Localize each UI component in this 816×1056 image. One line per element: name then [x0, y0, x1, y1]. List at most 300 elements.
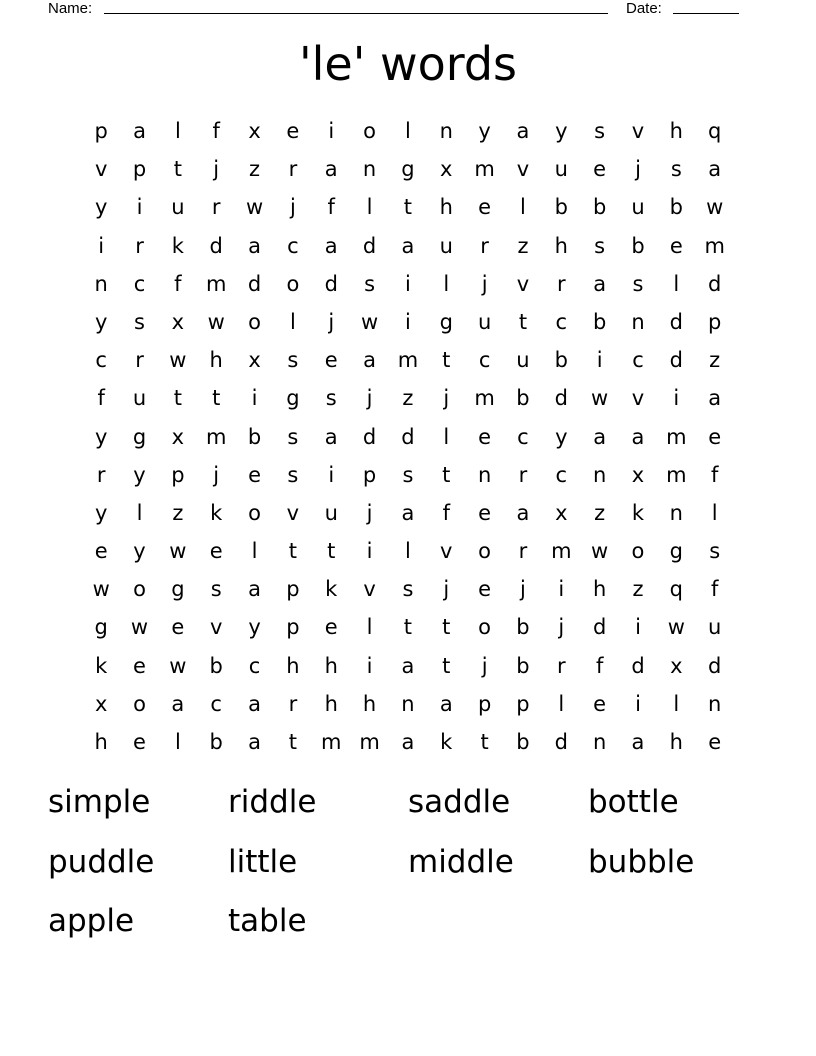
grid-letter: e [478, 424, 492, 449]
name-date-header [48, 0, 748, 20]
grid-letter: t [212, 386, 221, 411]
grid-letter: t [442, 653, 451, 678]
page-title: 'le' words [298, 37, 518, 91]
grid-letter: a [593, 424, 607, 449]
grid-letter: v [363, 577, 376, 602]
grid-letter: l [289, 309, 296, 334]
grid-letter: r [96, 462, 106, 487]
grid-letter: s [287, 348, 299, 373]
grid-letter: o [248, 309, 261, 334]
grid-letter: o [363, 119, 376, 143]
grid-letter: c [555, 309, 568, 334]
grid-letter: l [673, 271, 680, 296]
grid-letter: l [443, 424, 450, 449]
grid-letter: i [405, 271, 411, 296]
date-label: Date: [626, 0, 662, 17]
grid-row [82, 456, 734, 494]
grid-letter: s [210, 577, 222, 602]
grid-row [82, 227, 734, 265]
word-bank-row [48, 780, 768, 840]
grid-letter: e [286, 119, 300, 143]
grid-letter: a [324, 157, 338, 182]
grid-letter: c [95, 348, 107, 373]
grid-letter: c [210, 691, 222, 716]
grid-row [82, 303, 734, 341]
grid-letter: y [94, 500, 108, 525]
grid-letter: i [251, 386, 258, 411]
grid-letter: e [133, 730, 146, 754]
grid-letter: o [478, 615, 492, 640]
grid-letter: a [324, 233, 338, 258]
grid-letter: t [288, 730, 297, 754]
grid-letter: m [321, 730, 342, 754]
grid-letter: a [631, 730, 645, 754]
grid-letter: d [362, 424, 377, 449]
grid-letter: f [710, 577, 719, 602]
grid-letter: u [439, 233, 453, 258]
grid-letter: j [520, 577, 526, 602]
grid-letter: l [405, 539, 411, 564]
grid-letter: i [366, 653, 373, 678]
grid-letter: n [477, 462, 492, 487]
grid-letter: d [708, 271, 722, 296]
grid-letter: v [516, 157, 530, 182]
word-bank-word: little [228, 843, 298, 880]
grid-letter: c [248, 653, 261, 678]
grid-letter: d [362, 233, 377, 258]
grid-letter: s [325, 386, 337, 411]
grid-letter: h [324, 653, 338, 678]
grid-letter: u [324, 500, 338, 525]
grid-letter: w [667, 615, 685, 640]
grid-letter: f [710, 462, 719, 487]
word-bank-word: bottle [588, 784, 679, 820]
grid-letter: d [669, 348, 683, 373]
grid-letter: z [632, 577, 644, 602]
grid-letter: u [477, 309, 492, 334]
grid-letter: l [366, 195, 373, 220]
grid-letter: o [478, 539, 492, 564]
grid-letter: e [324, 348, 338, 373]
grid-letter: j [443, 386, 450, 411]
grid-letter: w [706, 195, 724, 220]
grid-letter: m [474, 157, 495, 182]
grid-letter: r [556, 271, 566, 296]
grid-letter: e [171, 615, 185, 640]
grid-letter: y [248, 615, 261, 640]
grid-letter: s [594, 119, 606, 143]
grid-letter: s [709, 539, 721, 564]
grid-letter: g [171, 577, 185, 602]
word-bank-word: saddle [408, 784, 511, 820]
word-bank-word: middle [408, 843, 514, 880]
grid-letter: u [708, 615, 722, 640]
grid-letter: b [209, 653, 223, 678]
grid-letter: w [92, 577, 110, 602]
grid-letter: d [708, 653, 722, 678]
grid-letter: l [673, 691, 680, 716]
grid-letter: c [478, 348, 491, 373]
grid-letter: n [439, 119, 453, 143]
grid-letter: x [171, 309, 185, 334]
grid-letter: s [594, 233, 606, 258]
grid-letter: k [171, 233, 184, 258]
grid-letter: c [133, 271, 146, 296]
grid-letter: i [673, 386, 680, 411]
grid-letter: r [135, 233, 144, 258]
grid-letter: l [174, 730, 181, 754]
grid-letter: i [596, 348, 603, 373]
grid-letter: b [592, 309, 607, 334]
grid-letter: u [631, 195, 645, 220]
grid-letter: o [133, 691, 146, 716]
grid-letter: n [592, 730, 607, 754]
grid-letter: f [327, 195, 335, 220]
grid-letter: b [554, 348, 568, 373]
name-label: Name: [48, 0, 93, 17]
grid-letter: u [132, 386, 147, 411]
grid-letter: z [709, 348, 721, 373]
name-blank-line [104, 13, 608, 14]
grid-letter: y [478, 119, 491, 143]
grid-letter: a [401, 653, 415, 678]
grid-letter: h [439, 195, 453, 220]
grid-letter: j [558, 615, 565, 640]
grid-letter: b [516, 615, 530, 640]
grid-letter: k [210, 500, 223, 525]
letter-grid [82, 112, 734, 761]
grid-letter: l [405, 119, 411, 143]
grid-letter: v [516, 271, 530, 296]
grid-letter: k [325, 577, 338, 602]
word-bank-word: table [228, 903, 307, 939]
grid-letter: h [209, 348, 223, 373]
grid-letter: d [401, 424, 415, 449]
grid-letter: y [133, 462, 146, 487]
grid-letter: e [478, 500, 492, 525]
grid-letter: n [592, 462, 607, 487]
grid-row [82, 188, 734, 226]
grid-letter: h [554, 233, 568, 258]
grid-letter: l [558, 691, 565, 716]
grid-letter: x [631, 462, 645, 487]
grid-letter: p [132, 157, 147, 182]
grid-letter: b [592, 195, 607, 220]
grid-letter: a [324, 424, 338, 449]
grid-letter: p [171, 462, 185, 487]
grid-letter: i [405, 309, 411, 334]
grid-letter: t [518, 309, 528, 334]
word-bank-word: apple [48, 903, 135, 939]
grid-letter: o [133, 577, 146, 602]
grid-letter: n [362, 157, 377, 182]
grid-letter: x [670, 653, 683, 678]
grid-letter: u [516, 348, 530, 373]
grid-letter: y [555, 119, 568, 143]
grid-letter: l [711, 500, 718, 525]
grid-letter: e [324, 615, 338, 640]
grid-row [82, 723, 734, 761]
grid-letter: v [631, 119, 645, 143]
grid-letter: a [401, 233, 415, 258]
grid-letter: v [631, 386, 645, 411]
grid-letter: b [669, 195, 683, 220]
grid-letter: h [286, 653, 300, 678]
word-bank [48, 780, 768, 959]
grid-letter: b [516, 653, 530, 678]
grid-letter: s [134, 309, 145, 334]
grid-letter: p [94, 119, 108, 143]
grid-letter: z [517, 233, 529, 258]
date-blank-line [673, 13, 739, 14]
grid-row [82, 112, 734, 150]
grid-letter: v [286, 500, 300, 525]
grid-letter: w [169, 348, 187, 373]
grid-letter: a [516, 500, 530, 525]
grid-letter: x [94, 691, 108, 716]
grid-letter: r [211, 195, 221, 220]
grid-letter: h [669, 119, 683, 143]
grid-letter: n [94, 271, 108, 296]
grid-letter: r [518, 539, 528, 564]
grid-letter: r [288, 157, 298, 182]
grid-letter: j [443, 577, 450, 602]
grid-letter: b [554, 195, 568, 220]
grid-letter: t [173, 157, 182, 182]
word-bank-word: bubble [588, 843, 695, 880]
grid-letter: s [287, 424, 299, 449]
grid-letter: f [595, 653, 604, 678]
grid-letter: f [174, 271, 182, 296]
grid-letter: c [632, 348, 644, 373]
grid-letter: v [209, 615, 223, 640]
grid-letter: i [136, 195, 143, 220]
grid-letter: s [670, 157, 682, 182]
grid-letter: d [554, 386, 568, 411]
grid-letter: z [249, 157, 261, 182]
grid-letter: d [209, 233, 223, 258]
grid-letter: v [94, 157, 108, 182]
grid-letter: b [516, 386, 530, 411]
grid-row [82, 150, 734, 188]
grid-letter: b [631, 233, 645, 258]
grid-letter: l [366, 615, 373, 640]
grid-letter: i [98, 233, 105, 258]
grid-letter: y [94, 195, 108, 220]
grid-letter: r [135, 348, 144, 373]
grid-letter: l [136, 500, 143, 525]
grid-letter: m [474, 386, 495, 411]
grid-row [82, 494, 734, 532]
grid-letter: t [442, 462, 451, 487]
grid-letter: w [169, 539, 187, 564]
grid-letter: s [402, 577, 414, 602]
grid-letter: p [477, 691, 492, 716]
grid-letter: m [397, 348, 419, 373]
grid-letter: e [94, 539, 108, 564]
grid-letter: e [593, 157, 607, 182]
grid-row [82, 685, 734, 723]
grid-letter: j [635, 157, 641, 182]
grid-letter: a [439, 691, 453, 716]
word-bank-row [48, 899, 768, 959]
grid-letter: b [209, 730, 223, 754]
grid-letter: w [591, 386, 609, 411]
grid-letter: s [364, 271, 376, 296]
grid-letter: w [245, 195, 264, 220]
word-bank-row [48, 840, 768, 900]
grid-letter: d [631, 653, 645, 678]
grid-letter: j [289, 195, 296, 220]
grid-letter: e [593, 691, 607, 716]
grid-row [82, 647, 734, 685]
grid-letter: g [439, 309, 453, 334]
grid-letter: a [248, 691, 261, 716]
grid-letter: v [440, 539, 453, 564]
grid-letter: n [669, 500, 683, 525]
grid-letter: q [708, 119, 722, 143]
grid-letter: h [669, 730, 683, 754]
grid-letter: o [248, 500, 261, 525]
grid-letter: g [401, 157, 415, 182]
grid-letter: y [555, 424, 568, 449]
grid-letter: e [708, 730, 722, 754]
grid-letter: g [286, 386, 300, 411]
grid-letter: m [666, 462, 687, 487]
grid-letter: m [205, 424, 227, 449]
grid-letter: a [248, 730, 261, 754]
grid-letter: w [130, 615, 149, 640]
grid-letter: l [520, 195, 526, 220]
grid-letter: t [442, 615, 451, 640]
grid-letter: a [708, 386, 722, 411]
grid-letter: d [554, 730, 568, 754]
grid-letter: m [205, 271, 227, 296]
grid-letter: h [324, 691, 338, 716]
grid-letter: e [478, 577, 492, 602]
grid-letter: c [555, 462, 568, 487]
grid-row [82, 570, 734, 608]
grid-letter: g [132, 424, 147, 449]
grid-letter: x [248, 119, 261, 143]
grid-letter: d [247, 271, 262, 296]
grid-letter: r [480, 233, 489, 258]
grid-letter: i [328, 119, 335, 143]
grid-letter: o [286, 271, 300, 296]
grid-letter: i [635, 691, 641, 716]
grid-letter: j [366, 386, 373, 411]
grid-letter: a [593, 271, 607, 296]
word-bank-word: simple [48, 784, 151, 820]
grid-letter: t [173, 386, 182, 411]
grid-letter: f [442, 500, 450, 525]
grid-letter: j [481, 653, 488, 678]
grid-letter: l [443, 271, 450, 296]
grid-letter: p [708, 309, 722, 334]
grid-letter: s [402, 462, 414, 487]
grid-letter: j [213, 462, 220, 487]
grid-letter: e [669, 233, 683, 258]
grid-letter: i [558, 577, 565, 602]
grid-letter: a [133, 119, 146, 143]
grid-letter: n [401, 691, 415, 716]
grid-letter: j [213, 157, 220, 182]
grid-letter: r [518, 462, 528, 487]
grid-letter: a [631, 424, 645, 449]
grid-letter: p [286, 577, 300, 602]
grid-letter: d [324, 271, 338, 296]
grid-letter: w [169, 653, 187, 678]
grid-letter: m [551, 539, 572, 564]
grid-letter: r [288, 691, 298, 716]
grid-letter: a [401, 500, 415, 525]
grid-letter: k [440, 730, 453, 754]
grid-row [82, 341, 734, 379]
grid-row [82, 265, 734, 303]
grid-letter: p [286, 615, 300, 640]
grid-letter: x [171, 424, 185, 449]
grid-letter: n [631, 309, 645, 334]
grid-row [82, 418, 734, 456]
grid-letter: t [403, 195, 413, 220]
grid-row [82, 379, 734, 417]
grid-letter: k [631, 500, 645, 525]
grid-letter: q [669, 577, 683, 602]
grid-letter: y [133, 539, 146, 564]
grid-letter: n [708, 691, 722, 716]
grid-letter: e [478, 195, 492, 220]
grid-row [82, 532, 734, 570]
grid-letter: p [516, 691, 530, 716]
grid-letter: s [632, 271, 644, 296]
grid-letter: y [94, 309, 108, 334]
grid-letter: f [97, 386, 105, 411]
grid-letter: x [248, 348, 261, 373]
grid-letter: d [592, 615, 607, 640]
grid-letter: j [328, 309, 335, 334]
grid-row [82, 608, 734, 646]
grid-letter: t [480, 730, 489, 754]
grid-letter: d [669, 309, 683, 334]
grid-letter: a [516, 119, 530, 143]
grid-letter: w [207, 309, 225, 334]
grid-letter: a [248, 233, 261, 258]
grid-letter: y [94, 424, 108, 449]
grid-letter: l [251, 539, 258, 564]
grid-letter: j [366, 500, 373, 525]
grid-letter: h [592, 577, 607, 602]
grid-letter: z [172, 500, 184, 525]
grid-letter: l [174, 119, 181, 143]
grid-letter: f [212, 119, 220, 143]
grid-letter: g [94, 615, 108, 640]
grid-letter: i [366, 539, 373, 564]
grid-letter: c [287, 233, 299, 258]
grid-letter: t [327, 539, 336, 564]
grid-letter: r [556, 653, 566, 678]
grid-letter: k [95, 653, 108, 678]
word-bank-word: puddle [48, 843, 155, 880]
grid-letter: z [402, 386, 414, 411]
grid-letter: g [669, 539, 683, 564]
grid-letter: a [708, 157, 722, 182]
grid-letter: c [517, 424, 529, 449]
grid-letter: e [209, 539, 223, 564]
grid-letter: o [631, 539, 645, 564]
grid-letter: w [591, 539, 609, 564]
grid-letter: s [287, 462, 299, 487]
grid-letter: t [442, 348, 451, 373]
